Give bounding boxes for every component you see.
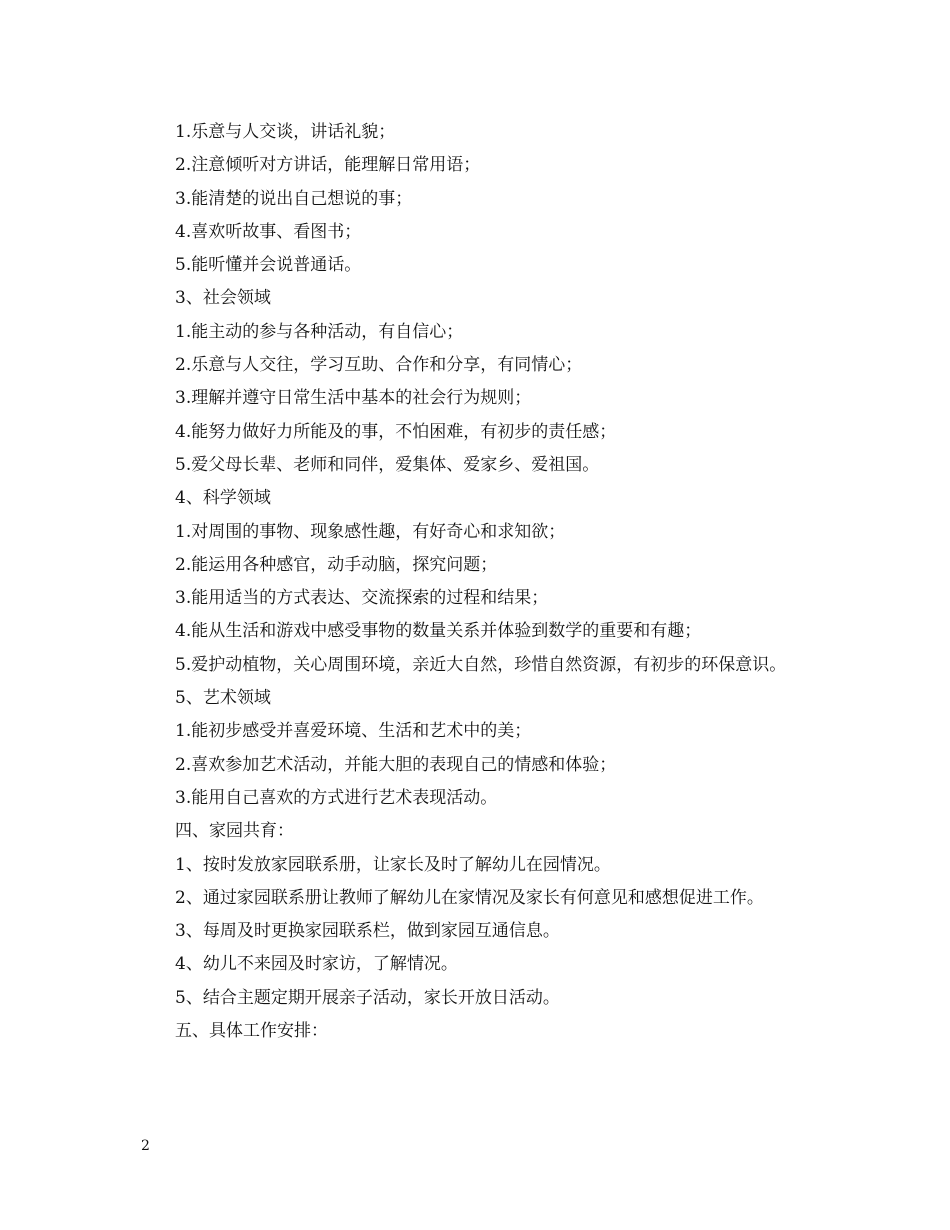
paragraph: 2.能运用各种感官，动手动脑，探究问题； [175, 554, 498, 575]
paragraph: 4、幼儿不来园及时家访，了解情况。 [175, 954, 458, 975]
paragraph: 3、每周及时更换家园联系栏，做到家园互通信息。 [175, 921, 560, 942]
paragraph: 1.能初步感受并喜爱环境、生活和艺术中的美； [175, 721, 532, 742]
paragraph: 5.能听懂并会说普通话。 [175, 255, 362, 276]
paragraph: 1.对周围的事物、现象感性趣，有好奇心和求知欲； [175, 521, 566, 542]
paragraph: 2.注意倾听对方讲话，能理解日常用语； [175, 155, 481, 176]
section-heading: 3、社会领域 [175, 288, 271, 309]
section-heading: 4、科学领域 [175, 488, 271, 509]
paragraph: 3.能用适当的方式表达、交流探索的过程和结果； [175, 588, 549, 609]
paragraph: 1.能主动的参与各种活动，有自信心； [175, 321, 464, 342]
paragraph: 4.喜欢听故事、看图书； [175, 221, 362, 242]
paragraph: 4.能从生活和游戏中感受事物的数量关系并体验到数学的重要和有趣； [175, 621, 702, 642]
paragraph: 5.爱父母长辈、老师和同伴，爱集体、爱家乡、爱祖国。 [175, 454, 600, 475]
paragraph: 4.能努力做好力所能及的事，不怕困难，有初步的责任感； [175, 421, 617, 442]
paragraph: 3.理解并遵守日常生活中基本的社会行为规则； [175, 388, 532, 409]
paragraph: 2.乐意与人交往，学习互助、合作和分享，有同情心； [175, 355, 583, 376]
section-heading: 5、艺术领域 [175, 688, 271, 709]
paragraph: 2.喜欢参加艺术活动，并能大胆的表现自己的情感和体验； [175, 754, 617, 775]
section-heading: 四、家园共育： [175, 821, 294, 842]
page-number: 2 [141, 1138, 150, 1154]
paragraph: 5、结合主题定期开展亲子活动，家长开放日活动。 [175, 987, 560, 1008]
paragraph: 1、按时发放家园联系册，让家长及时了解幼儿在园情况。 [175, 854, 611, 875]
paragraph: 1.乐意与人交谈，讲话礼貌； [175, 122, 396, 142]
paragraph: 2、通过家园联系册让教师了解幼儿在家情况及家长有何意见和感想促进工作。 [175, 887, 764, 908]
paragraph: 5.爱护动植物，关心周围环境，亲近大自然，珍惜自然资源，有初步的环保意识。 [175, 654, 787, 675]
paragraph: 3.能用自己喜欢的方式进行艺术表现活动。 [175, 787, 498, 808]
paragraph: 3.能清楚的说出自己想说的事； [175, 188, 413, 209]
document-body [141, 116, 831, 1048]
section-heading: 五、具体工作安排： [175, 1021, 328, 1042]
